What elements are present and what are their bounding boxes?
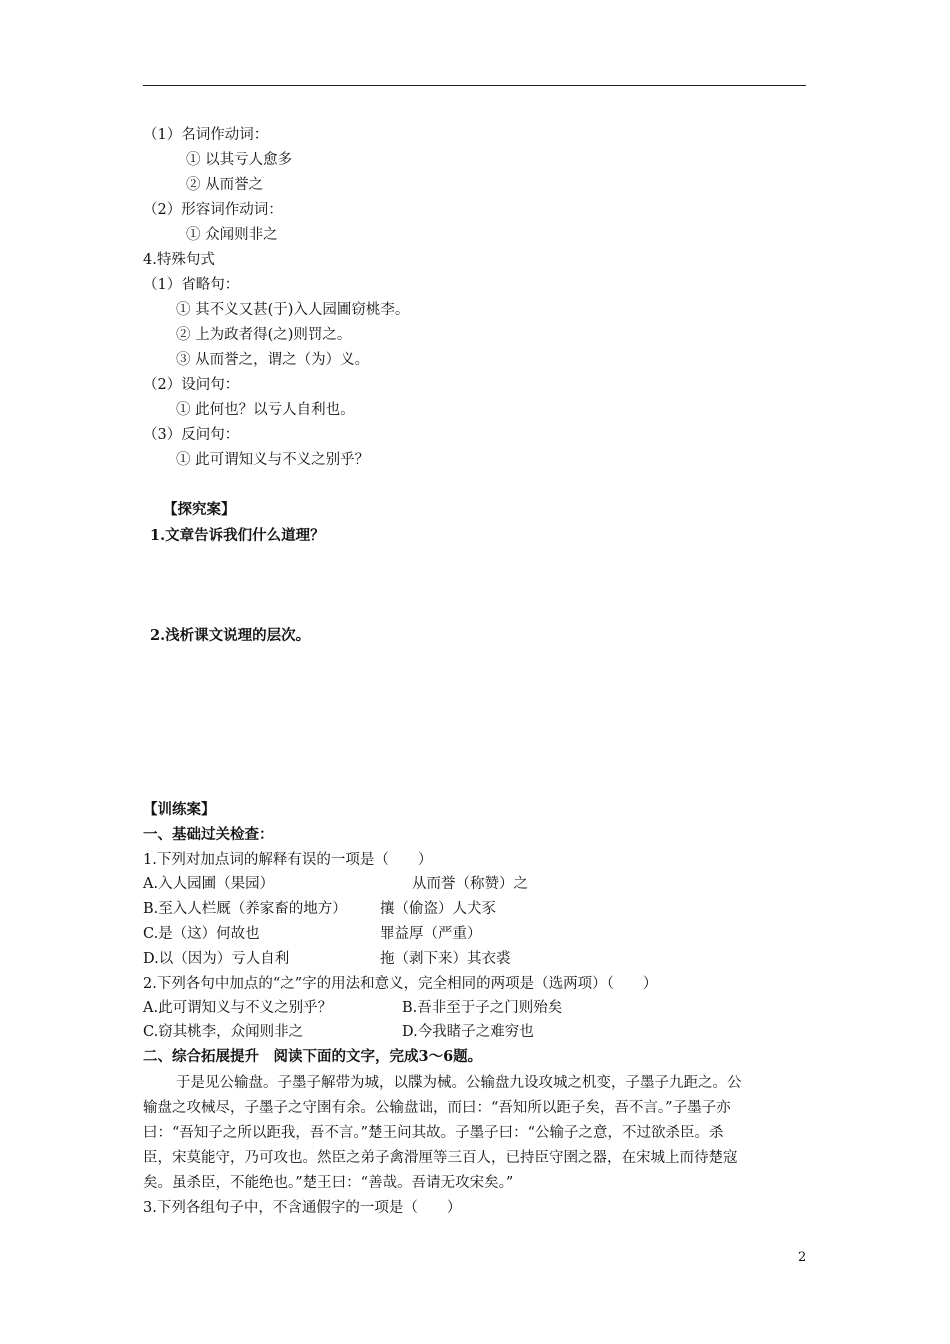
- text-line: ① 以其亏人愈多: [186, 152, 293, 168]
- tanjiu-question-2: 2.浅析课文说理的层次。: [150, 627, 311, 644]
- passage-line: 于是见公输盘。子墨子解带为城，以牒为械。公输盘九设攻城之机变，子墨子九距之。公: [176, 1075, 742, 1091]
- text-line: （3）反问句：: [143, 427, 240, 443]
- text-line: ① 此何也？以亏人自利也。: [176, 402, 355, 418]
- option-1c: C.是（这）何故也: [143, 926, 260, 942]
- option-2b: B.吾非至于子之门则殆矣: [402, 1000, 563, 1016]
- option-1b-right: 攘（偷盗）人犬豕: [380, 901, 496, 917]
- option-1b: B.至入人栏厩（养家畜的地方）: [143, 901, 347, 917]
- section-title: 二、综合拓展提升 阅读下面的文字，完成3～6题。: [143, 1048, 483, 1065]
- tanjiu-question-1: 1.文章告诉我们什么道理？: [150, 527, 325, 544]
- passage-line: 输盘之攻械尽，子墨子之守圉有余。公输盘诎，而曰：“吾知所以距子矣，吾不言。”子墨子亦: [143, 1100, 731, 1116]
- section-title: 一、基础过关检查：: [143, 826, 274, 843]
- text-line: ① 其不义又甚(于)入人园圃窃桃李。: [176, 302, 410, 318]
- text-line: （2）形容词作动词：: [143, 202, 283, 218]
- text-line: ② 上为政者得(之)则罚之。: [176, 327, 352, 343]
- passage-line: 臣，宋莫能守，乃可攻也。然臣之弟子禽滑厘等三百人，已持臣守圉之器，在宋城上而待楚寇: [143, 1150, 738, 1166]
- tanjiu-heading: 【探究案】: [163, 501, 236, 518]
- question-3: 3.下列各组句子中，不含通假字的一项是（ ）: [143, 1200, 462, 1216]
- page-number: 2: [798, 1250, 807, 1265]
- xunlian-heading: 【训练案】: [143, 801, 216, 818]
- option-1d-right: 拖（剥下来）其衣裘: [380, 951, 511, 967]
- option-1a: A.入人园圃（果园）: [143, 876, 275, 892]
- question-2: 2.下列各句中加点的“之”字的用法和意义，完全相同的两项是（选两项）（ ）: [143, 976, 658, 992]
- header-rule: [143, 85, 806, 86]
- option-2d: D.今我睹子之难穷也: [402, 1024, 534, 1040]
- option-1c-right: 罪益厚（严重）: [380, 926, 482, 942]
- passage-line: 曰：“吾知子之所以距我，吾不言。”楚王问其故。子墨子曰：“公输子之意，不过欲杀臣。杀: [143, 1125, 724, 1141]
- question-1: 1.下列对加点词的解释有误的一项是（ ）: [143, 852, 433, 868]
- option-1a-right: 从而誉（称赞）之: [412, 876, 528, 892]
- text-line: （1）名词作动词：: [143, 127, 269, 143]
- text-line: （2）设问句：: [143, 377, 240, 393]
- text-line: ① 此可谓知义与不义之别乎？: [176, 452, 370, 468]
- text-line: ① 众闻则非之: [186, 227, 278, 243]
- text-line: ② 从而誉之: [186, 177, 264, 193]
- passage-line: 矣。虽杀臣，不能绝也。”楚王曰：“善哉。吾请无攻宋矣。”: [143, 1175, 514, 1191]
- text-line: （1）省略句：: [143, 277, 240, 293]
- option-1d: D.以（因为）亏人自利: [143, 951, 290, 967]
- section-title: 4.特殊句式: [143, 252, 215, 268]
- option-2c: C.窃其桃李，众闻则非之: [143, 1024, 304, 1040]
- text-line: ③ 从而誉之，谓之（为）义。: [176, 352, 370, 368]
- option-2a: A.此可谓知义与不义之别乎？: [143, 1000, 333, 1016]
